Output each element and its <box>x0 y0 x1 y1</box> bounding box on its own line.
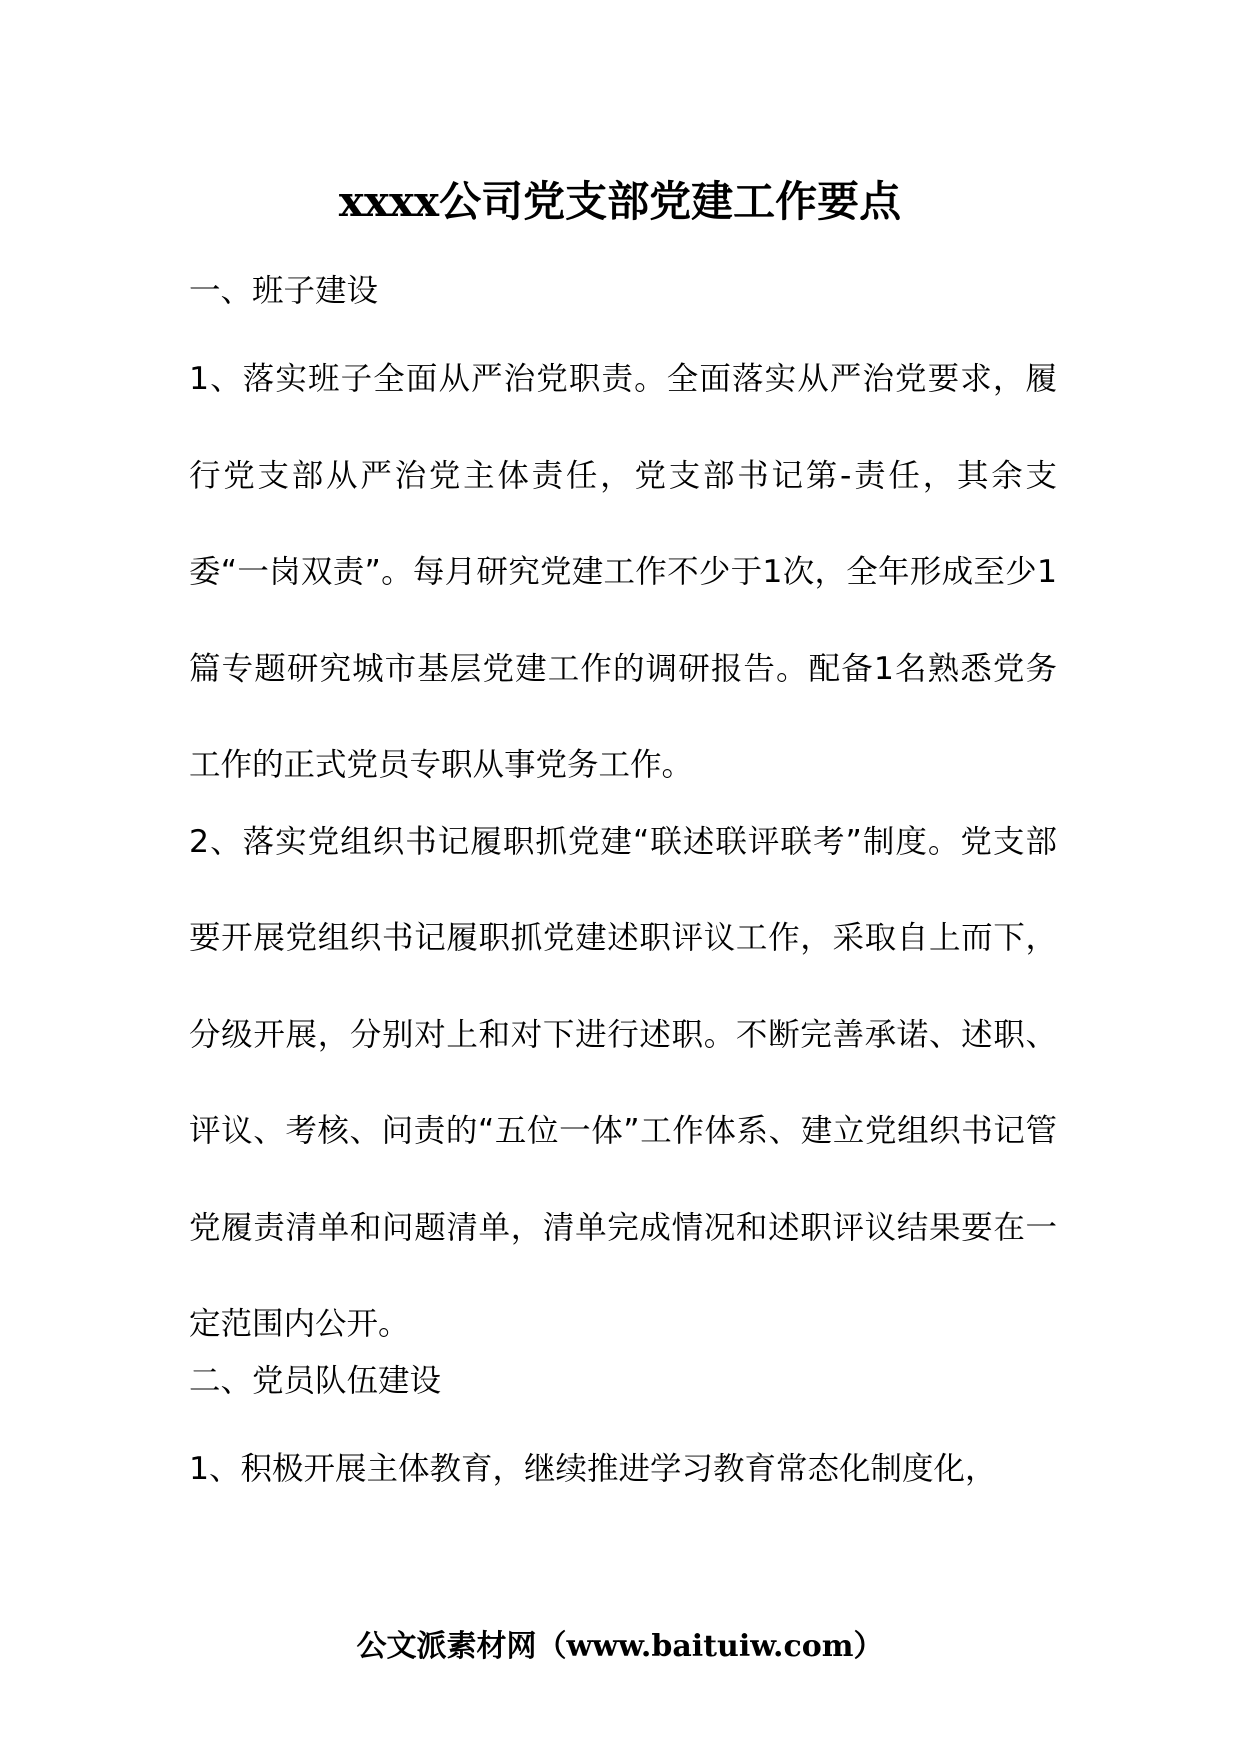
section-heading-team-building: 一、班子建设 <box>189 273 379 309</box>
document-body <box>189 263 1057 1497</box>
footer-source: 公文派素材网（www.baituiw.com） <box>356 1629 884 1664</box>
paragraph-1-2: 2、落实党组织书记履职抓党建“联述联评联考”制度。党支部要开展党组织书记履职抓党建述职评议工作，采取自上而下，分级开展，分别对上和对下进行述职。不断完善承诺、述职、评议、考核、问责的“五位一体”工作体系、建立党组织书记管党履责清单和问题清单，清单完成情况和述职评议结果要在一定范围内公开。 <box>189 823 1057 1342</box>
section-heading-member-team: 二、党员队伍建设 <box>189 1362 442 1399</box>
paragraph-2-1: 1、积极开展主体教育，继续推进学习教育常态化制度化， <box>189 1450 997 1487</box>
paragraph-1-1: 1、落实班子全面从严治党职责。全面落实从严治党要求，履行党支部从严治党主体责任，党支部书记第-责任，其余支委“一岗双责”。每月研究党建工作不少于1次，全年形成至少1篇专题研究城市基层党建工作的调研报告。配备1名熟悉党务工作的正式党员专职从事党务工作。 <box>189 361 1057 783</box>
document-title: xxxx公司党支部党建工作要点 <box>338 177 902 226</box>
